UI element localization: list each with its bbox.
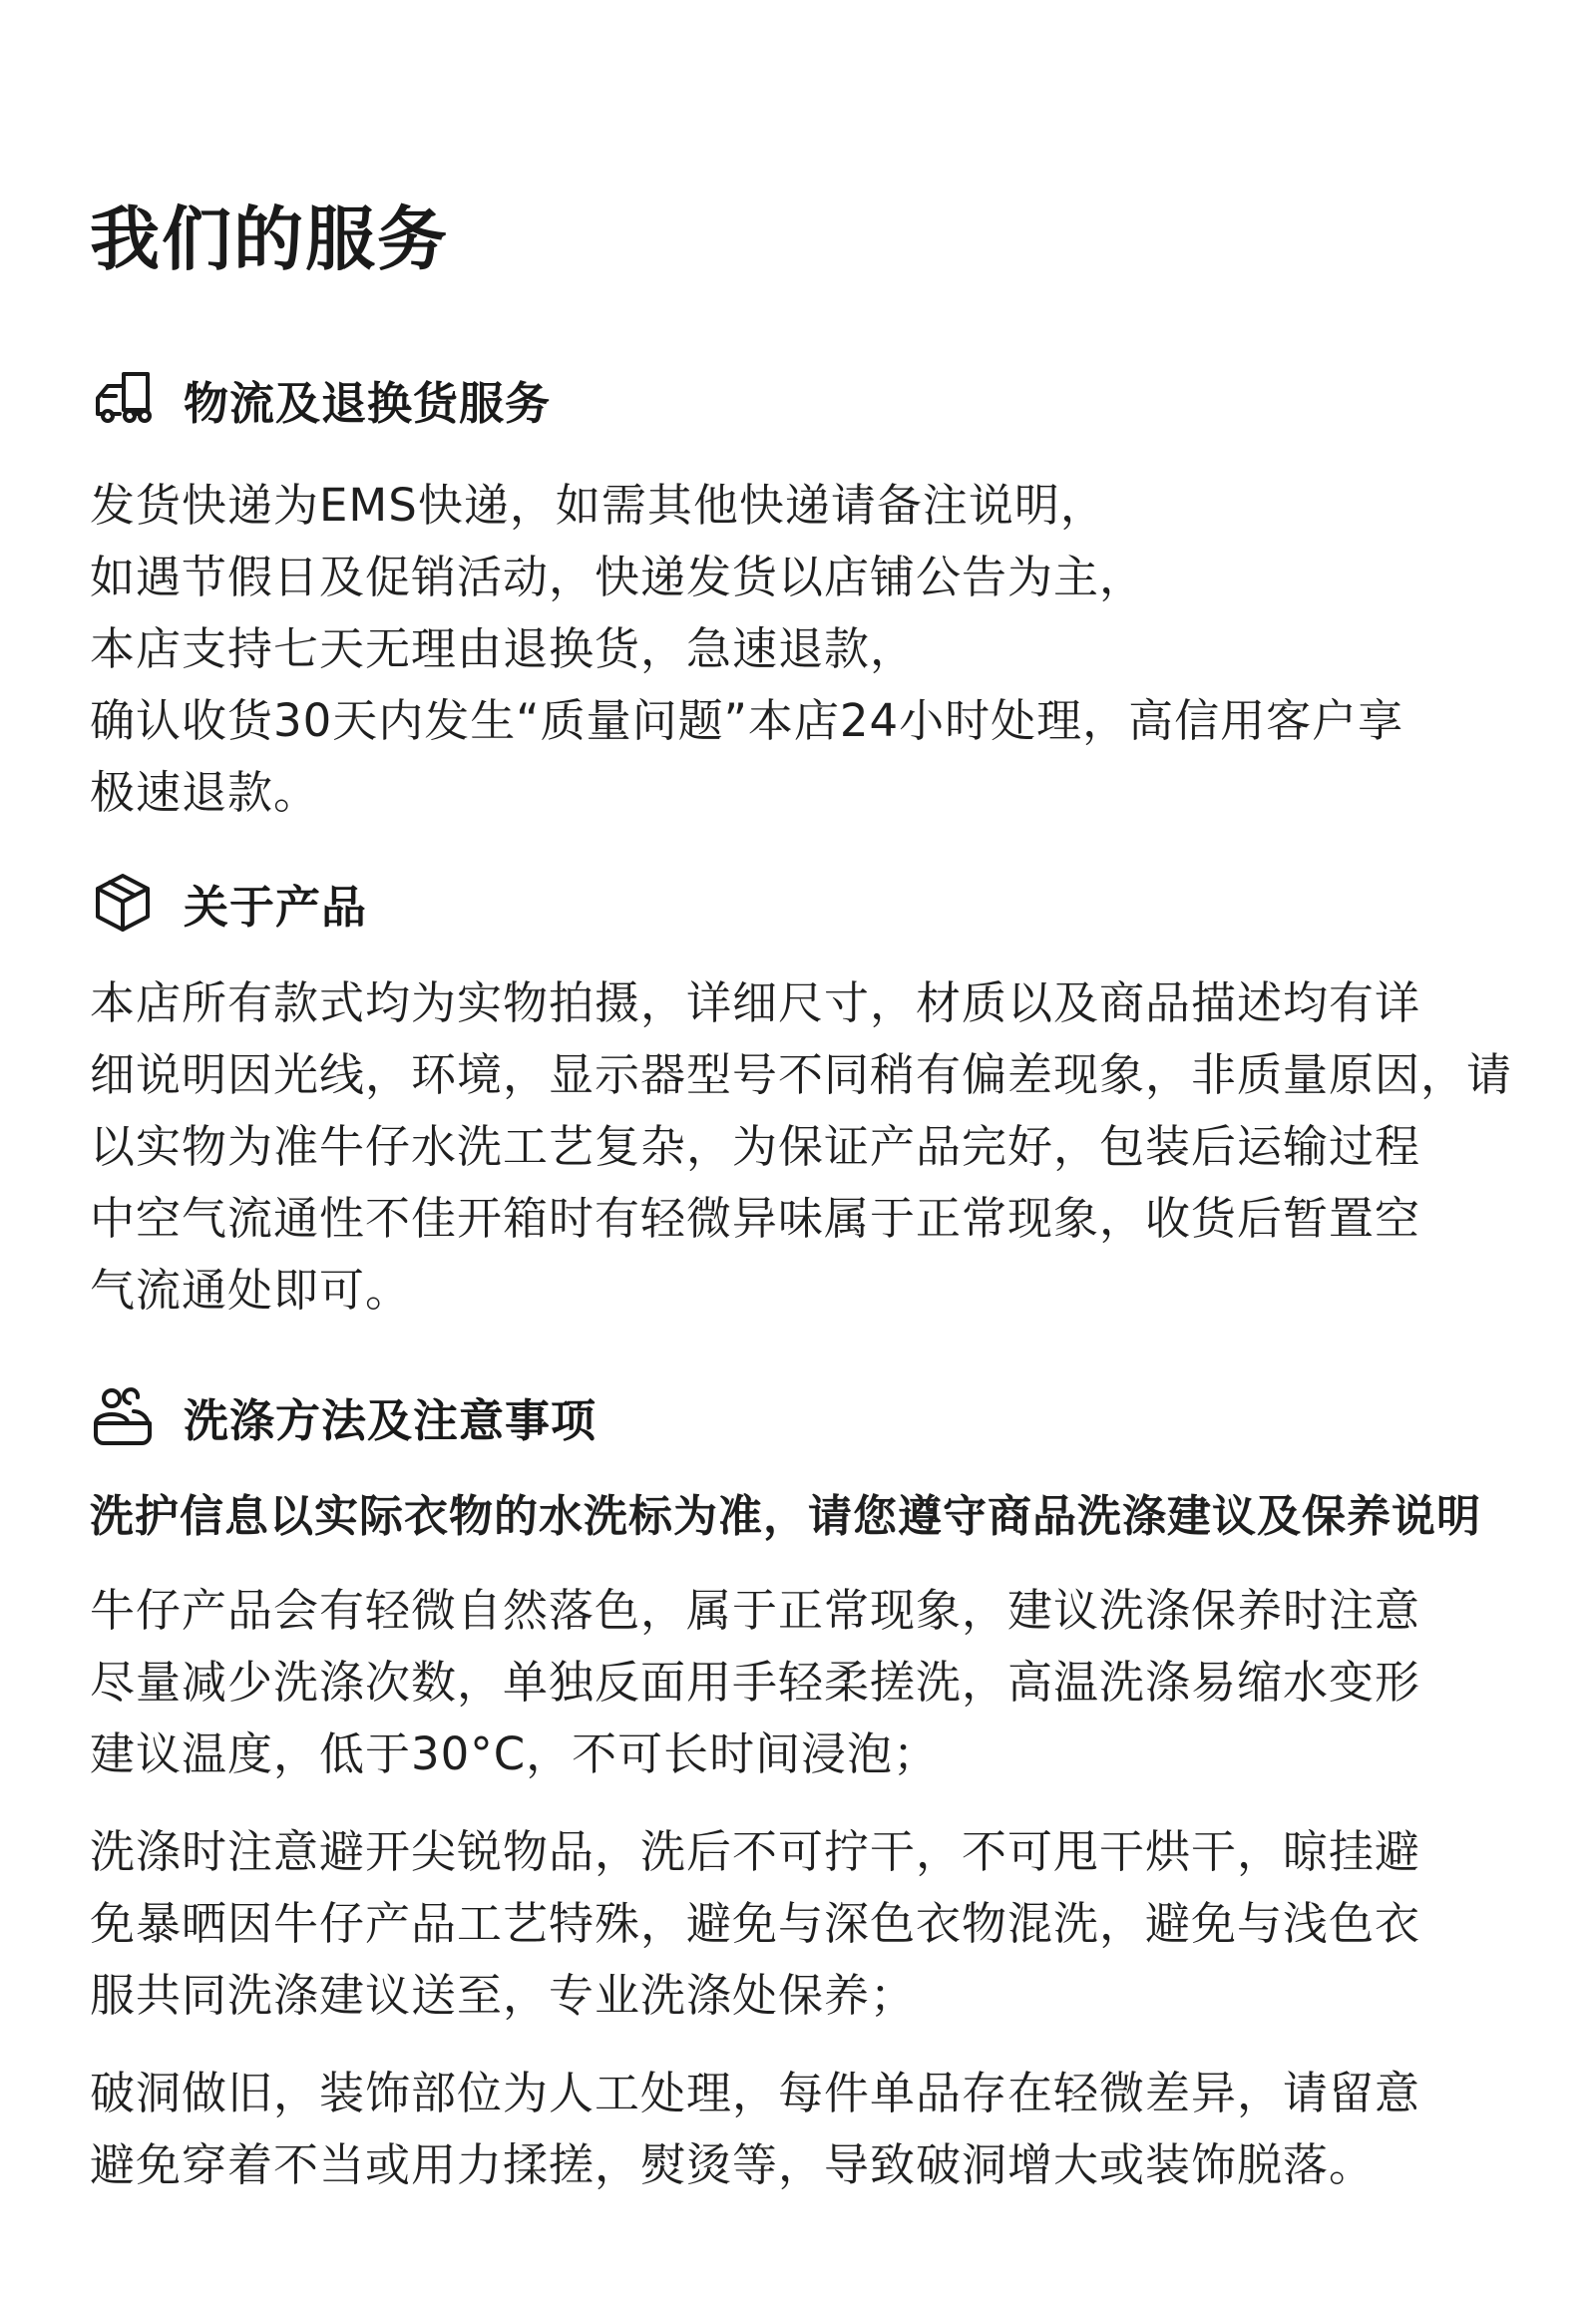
section-washing xyxy=(90,1381,1526,2201)
section-title: 洗涤方法及注意事项 xyxy=(184,1393,598,1447)
paragraph xyxy=(90,470,1526,829)
paragraph xyxy=(90,1816,1526,2032)
washing-basin-icon xyxy=(90,1383,156,1449)
section-header xyxy=(90,868,1526,938)
box-icon xyxy=(90,870,156,936)
text-line: 以实物为准牛仔水洗工艺复杂，为保证产品完好，包装后运输过程 xyxy=(90,1120,1421,1173)
section-header xyxy=(90,1381,1526,1451)
text-line: 极速退款。 xyxy=(90,766,320,819)
text-line: 本店支持七天无理由退换货，急速退款， xyxy=(90,622,917,675)
text-line: 气流通处即可。 xyxy=(90,1264,412,1317)
paragraph xyxy=(90,2058,1526,2201)
text-line: 确认收货30天内发生“质量问题”本店24小时处理，高信用客户享 xyxy=(90,694,1404,747)
paragraph xyxy=(90,1575,1526,1790)
text-line: 免暴晒因牛仔产品工艺特殊，避免与深色衣物混洗，避免与浅色衣 xyxy=(90,1897,1421,1950)
section-title: 关于产品 xyxy=(184,880,368,934)
truck-icon xyxy=(90,366,156,432)
text-line: 建议温度，低于30°C，不可长时间浸泡； xyxy=(90,1727,940,1780)
text-line: 避免穿着不当或用力揉搓，熨烫等，导致破洞增大或装饰脱落。 xyxy=(90,2138,1376,2191)
text-line: 洗涤时注意避开尖锐物品，洗后不可拧干，不可甩干烘干，晾挂避 xyxy=(90,1825,1421,1878)
text-line: 牛仔产品会有轻微自然落色，属于正常现象，建议洗涤保养时注意 xyxy=(90,1584,1421,1637)
text-line: 本店所有款式均为实物拍摄，详细尺寸，材质以及商品描述均有详 xyxy=(90,976,1421,1029)
paragraph xyxy=(90,967,1526,1327)
section-logistics xyxy=(90,364,1526,829)
page-title: 我们的服务 xyxy=(90,198,449,280)
text-line: 发货快递为EMS快递，如需其他快递请备注说明， xyxy=(90,479,1106,532)
section-title: 物流及退换货服务 xyxy=(184,376,552,430)
text-line: 尽量减少洗涤次数，单独反面用手轻柔搓洗，高温洗涤易缩水变形 xyxy=(90,1656,1421,1709)
text-line: 如遇节假日及促销活动，快递发货以店铺公告为主， xyxy=(90,551,1146,603)
section-product xyxy=(90,868,1526,1327)
text-line: 中空气流通性不佳开箱时有轻微异味属于正常现象，收货后暂置空 xyxy=(90,1192,1421,1245)
text-line: 破洞做旧，装饰部位为人工处理，每件单品存在轻微差异，请留意 xyxy=(90,2067,1421,2119)
care-notice: 洗护信息以实际衣物的水洗标为准，请您遵守商品洗涤建议及保养说明 xyxy=(90,1491,1481,1542)
text-line: 细说明因光线，环境，显示器型号不同稍有偏差现象，非质量原因，请 xyxy=(90,1048,1513,1101)
text-line: 服共同洗涤建议送至，专业洗涤处保养； xyxy=(90,1969,917,2022)
section-header xyxy=(90,364,1526,434)
